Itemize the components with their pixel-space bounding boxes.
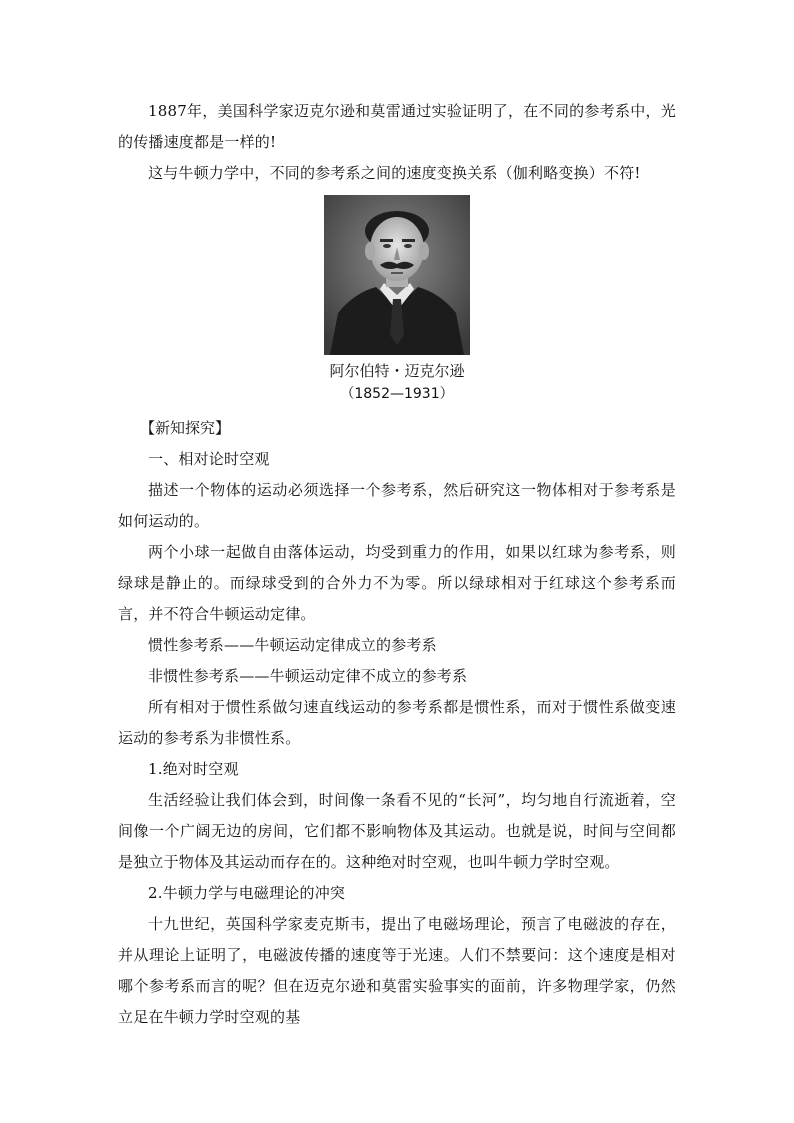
subheading-absolute-spacetime: 1.绝对时空观 — [148, 760, 239, 778]
subheading-newton-em-conflict: 2.牛顿力学与电磁理论的冲突 — [148, 884, 346, 902]
paragraph-reference-frame: 描述一个物体的运动必须选择一个参考系，然后研究这一物体相对于参考系是如何运动的。 — [118, 481, 676, 530]
section-label: 【新知探究】 — [140, 419, 231, 437]
paragraph-inertial-frame: 惯性参考系——牛顿运动定律成立的参考系 — [148, 636, 437, 654]
paragraph-michelson-experiment: 1887年，美国科学家迈克尔逊和莫雷通过实验证明了，在不同的参考系中，光的传播速度都是一样的! — [118, 102, 676, 151]
paragraph-maxwell: 十九世纪，英国科学家麦克斯韦，提出了电磁场理论，预言了电磁波的存在，并从理论上证明了，电磁波传播的速度等于光速。人们不禁要问：这个速度是相对哪个参考系而言的呢？但在迈克尔逊和莫雷实验事实的面前，许多物理学家，仍然立足在牛顿力学时空观的基 — [118, 915, 676, 1026]
section-title: 一、相对论时空观 — [148, 450, 270, 468]
portrait-figure — [118, 195, 676, 405]
paragraph-absolute-spacetime: 生活经验让我们体会到，时间像一条看不见的“长河”，均匀地自行流逝着，空间像一个广阔无边的房间，它们都不影响物体及其运动。也就是说，时间与空间都是独立于物体及其运动而存在的。这种绝对时空观，也叫牛顿力学时空观。 — [118, 791, 676, 871]
paragraph-galilean-conflict: 这与牛顿力学中，不同的参考系之间的速度变换关系（伽利略变换）不符! — [148, 164, 641, 182]
portrait-caption-years: （1852—1931） — [340, 386, 454, 402]
paragraph-inertial-definition: 所有相对于惯性系做匀速直线运动的参考系都是惯性系，而对于惯性系做变速运动的参考系为非惯性系。 — [118, 698, 676, 747]
paragraph-falling-balls: 两个小球一起做自由落体运动，均受到重力的作用，如果以红球为参考系，则绿球是静止的。而绿球受到的合外力不为零。所以绿球相对于红球这个参考系而言，并不符合牛顿运动定律。 — [118, 543, 676, 623]
document-content — [118, 96, 676, 1033]
paragraph-non-inertial-frame: 非惯性参考系——牛顿运动定律不成立的参考系 — [148, 667, 468, 685]
michelson-portrait-image — [324, 195, 470, 355]
portrait-caption-name: 阿尔伯特・迈克尔逊 — [329, 362, 465, 380]
